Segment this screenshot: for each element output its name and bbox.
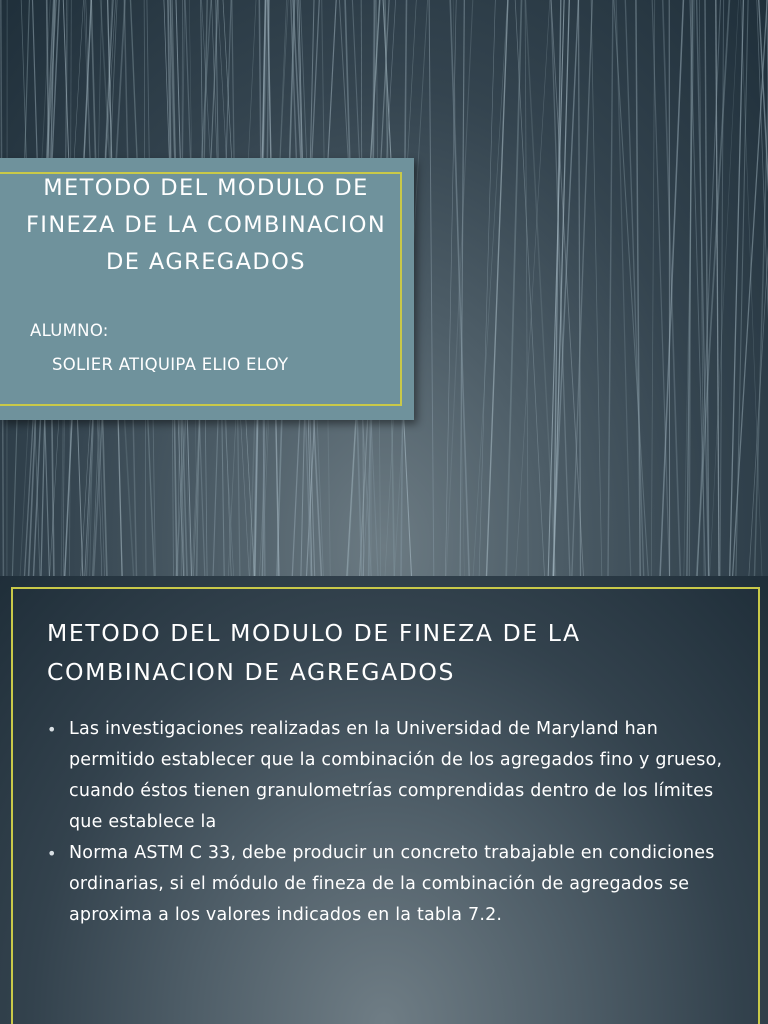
content-slide	[0, 576, 768, 1024]
streak-line	[730, 0, 744, 576]
streak-line	[720, 0, 724, 576]
streak-line	[479, 0, 495, 576]
title-box	[0, 158, 414, 420]
streak-line	[663, 0, 681, 576]
streak-line	[614, 0, 648, 576]
streak-line	[591, 0, 602, 576]
streak-line	[516, 0, 550, 576]
bullet-dot-icon: •	[47, 720, 57, 739]
bullet-dot-icon: •	[47, 844, 57, 863]
streak-line	[608, 0, 613, 576]
content-heading: METODO DEL MODULO DE FINEZA DE LA COMBINACION DE AGREGADOS	[47, 619, 581, 686]
bullet-text: Norma ASTM C 33, debe producir un concreto trabajable en condiciones ordinarias, si el módulo de fineza de la combinación de agregados se aproxima a los valores indicados en la tabla 7.2.	[69, 843, 715, 925]
streak-line	[487, 0, 508, 576]
streak-line	[460, 0, 464, 576]
student-label: ALUMNO:	[30, 321, 109, 340]
streak-line	[749, 0, 768, 576]
slide-title: METODO DEL MODULO DE FINEZA DE LA COMBINACION DE AGREGADOS	[25, 175, 387, 275]
streak-line	[636, 0, 640, 576]
streak-line	[445, 0, 456, 576]
streak-line	[741, 0, 762, 576]
streak-line	[506, 0, 521, 576]
streak-line	[450, 0, 469, 576]
bullet-item	[47, 714, 737, 838]
bullet-text: Las investigaciones realizadas en la Universidad de Maryland han permitido establecer que la combinación de los agregados fino y grueso, cuando éstos tienen granulometrías comprendidas dentro de los límites que establece la	[69, 719, 723, 832]
streak-line	[525, 0, 528, 576]
bullet-item	[47, 838, 737, 931]
streak-line	[429, 0, 434, 576]
streak-line	[652, 0, 669, 576]
bullet-list	[47, 714, 737, 931]
student-name: SOLIER ATIQUIPA ELIO ELOY	[52, 355, 289, 374]
